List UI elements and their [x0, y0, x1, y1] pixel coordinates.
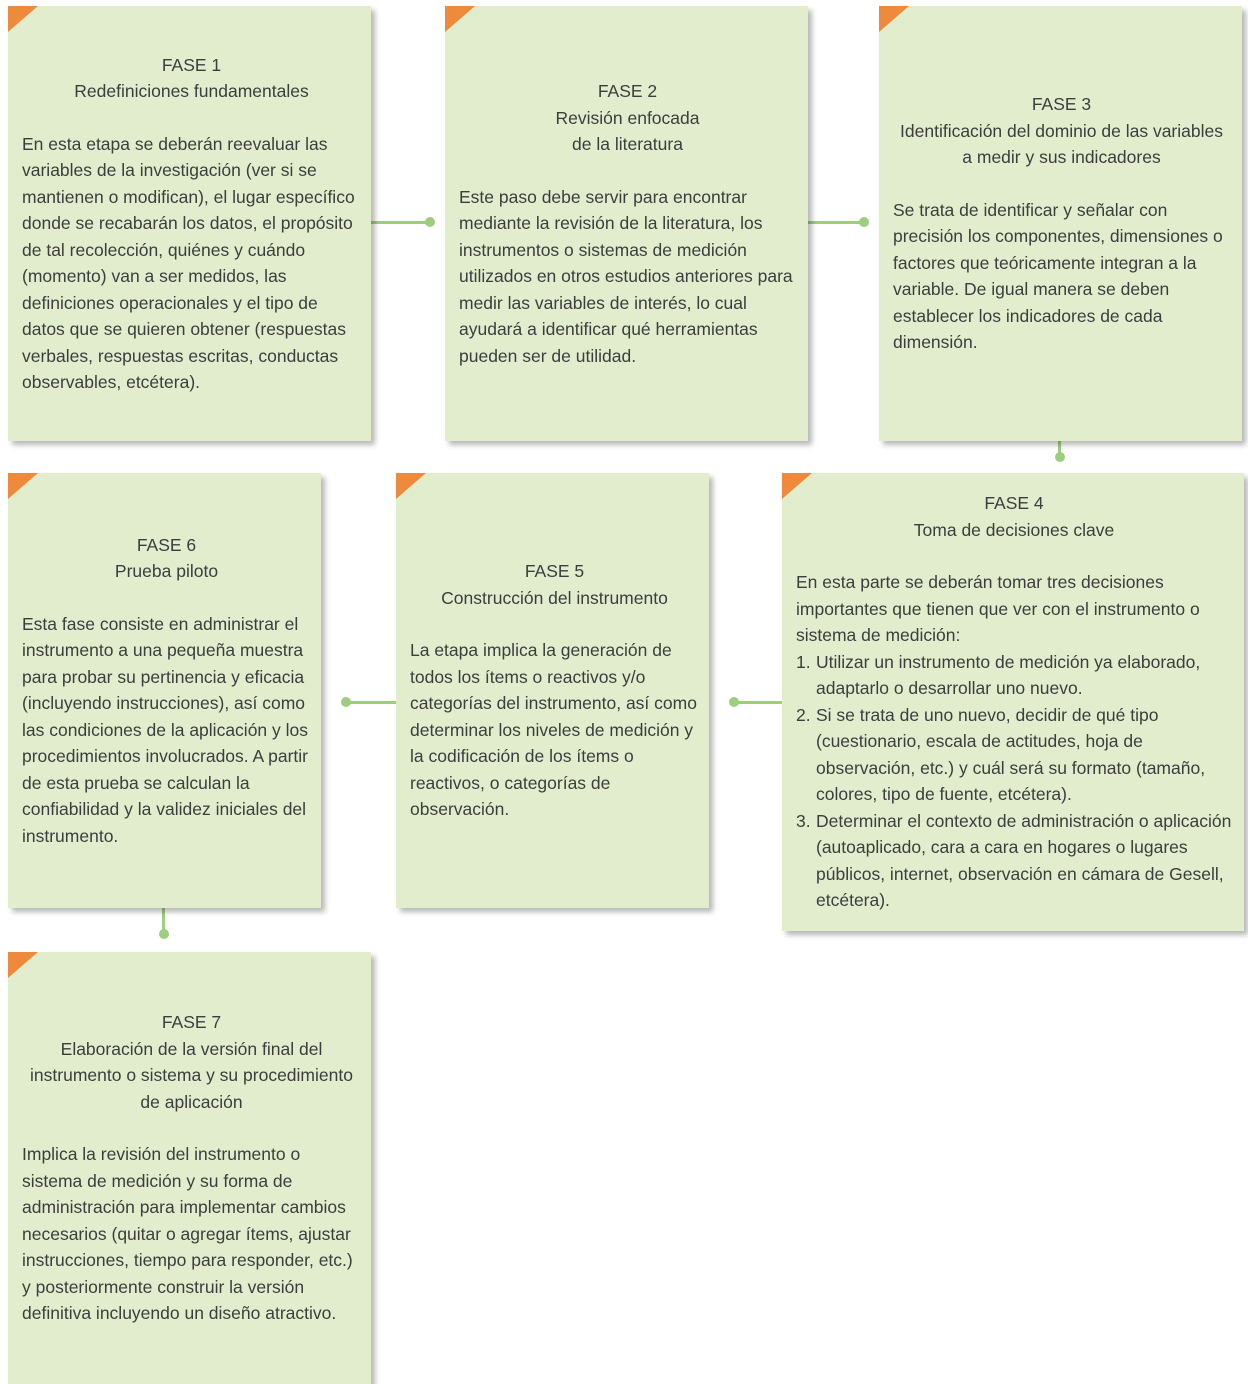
phase-3-header	[893, 91, 1230, 171]
phase-7-title-line-3: de aplicación	[140, 1091, 243, 1112]
list-item-number: 1.	[796, 651, 811, 672]
connector-f5-f6	[346, 701, 396, 704]
phase-5-card	[396, 473, 709, 908]
list-item	[796, 808, 1232, 914]
phase-1-label: FASE 1	[161, 54, 222, 75]
corner-marker	[396, 473, 426, 499]
phase-3-card	[879, 6, 1242, 441]
phase-5-body: La etapa implica la generación de todos los ítems o reactivos y/o categorías del instrumento, así como determinar los niveles de medición y la codificación de los ítems o reactivos, o categorías de observación.	[410, 640, 697, 820]
list-item-number: 3.	[796, 810, 811, 831]
phase-5-header	[410, 558, 699, 611]
phase-3-label: FASE 3	[1031, 94, 1092, 115]
list-item	[796, 649, 1232, 702]
phase-7-card	[8, 952, 371, 1384]
phase-3-title-line-1: Identificación del dominio de las variables	[900, 120, 1223, 141]
list-item-text: Determinar el contexto de administración o aplicación (autoaplicado, cara a cara en hogares o lugares públicos, internet, observación en cámara de Gesell, etcétera).	[816, 810, 1232, 911]
phase-7-label: FASE 7	[161, 1012, 222, 1033]
phase-3-body: Se trata de identificar y señalar con precisión los componentes, dimensiones o factores que teóricamente integran a la variable. De igual manera se deben establecer los indicadores de cada dimensión.	[893, 199, 1223, 353]
phase-6-title: Prueba piloto	[114, 561, 219, 582]
phase-4-decision-list	[796, 649, 1232, 914]
phase-1-title: Redefiniciones fundamentales	[74, 81, 309, 101]
phase-4-intro: En esta parte se deberán tomar tres decisiones importantes que tienen que ver con el instrumento o sistema de medición:	[796, 572, 1200, 646]
list-item-text: Si se trata de uno nuevo, decidir de qué tipo (cuestionario, escala de actitudes, hoja de observación, etc.) y cuál será su formato (tamaño, colores, tipo de fuente, etcétera).	[816, 704, 1206, 805]
corner-marker	[8, 473, 38, 499]
phase-4-header	[796, 490, 1232, 543]
phase-4-body	[796, 569, 1232, 914]
phase-1-header	[22, 52, 361, 105]
phase-5-label: FASE 5	[524, 561, 585, 582]
list-item-number: 2.	[796, 704, 811, 725]
phase-7-title-line-2: instrumento o sistema y su procedimiento	[30, 1065, 353, 1086]
phase-6-header	[22, 532, 311, 585]
phase-2-body: Este paso debe servir para encontrar mediante la revisión de la literatura, los instrumentos o sistemas de medición utilizados en otros estudios anteriores para medir las variables de interés, lo cual ayudará a identificar qué herramientas pueden ser de utilidad.	[459, 186, 793, 366]
connector-dot	[729, 697, 739, 707]
phase-6-card	[8, 473, 321, 908]
connector-dot	[1055, 452, 1065, 462]
phase-4-title: Toma de decisiones clave	[913, 519, 1115, 540]
connector-dot	[159, 929, 169, 939]
phase-1-body: En esta etapa se deberán reevaluar las variables de la investigación (ver si se mantienen o modifican), el lugar específico donde se recabarán los datos, el propósito de tal recolección, quiénes y cuándo (momento) van a ser medidos, las definiciones operacionales y el tipo de datos que se quieren obtener (respuestas verbales, respuestas escritas, conductas observables, etcétera).	[22, 133, 355, 392]
connector-f2-f3	[808, 221, 864, 224]
phase-2-title-line-2: de la literatura	[572, 134, 683, 154]
connector-dot	[859, 217, 869, 227]
connector-f1-f2	[370, 221, 430, 224]
phase-2-label: FASE 2	[597, 81, 658, 101]
phase-6-label: FASE 6	[136, 534, 197, 555]
corner-marker	[879, 6, 909, 32]
list-item	[796, 702, 1232, 808]
phase-5-title: Construcción del instrumento	[441, 587, 668, 608]
phase-1-card	[8, 6, 371, 441]
list-item-text: Utilizar un instrumento de medición ya elaborado, adaptarlo o desarrollar uno nuevo.	[816, 651, 1201, 699]
phase-4-card	[782, 473, 1244, 931]
phase-7-header	[22, 1009, 361, 1115]
phase-2-card	[445, 6, 808, 441]
phase-4-label: FASE 4	[984, 493, 1044, 514]
connector-f4-f5	[734, 701, 782, 704]
corner-marker	[782, 473, 812, 499]
corner-marker	[445, 6, 475, 32]
corner-marker	[8, 6, 38, 32]
phase-6-body: Esta fase consiste en administrar el instrumento a una pequeña muestra para probar su pertinencia y eficacia (incluyendo instrucciones), así como las condiciones de la aplicación y los procedimientos involucrados. A partir de esta prueba se calculan la confiabilidad y la validez iniciales del instrumento.	[22, 613, 308, 846]
phase-7-title-line-1: Elaboración de la versión final del	[60, 1038, 323, 1059]
phase-2-title-line-1: Revisión enfocada	[555, 107, 700, 128]
phase-3-title-line-2: a medir y sus indicadores	[962, 147, 1161, 168]
connector-dot	[425, 217, 435, 227]
connector-dot	[341, 697, 351, 707]
corner-marker	[8, 952, 38, 978]
phase-7-body: Implica la revisión del instrumento o sistema de medición y su forma de administración para implementar cambios necesarios (quitar o agregar ítems, ajustar instrucciones, tiempo para responder, etc.) y posteriormente construir la versión definitiva incluyendo un diseño atractivo.	[22, 1144, 353, 1324]
phase-2-header	[459, 78, 796, 158]
